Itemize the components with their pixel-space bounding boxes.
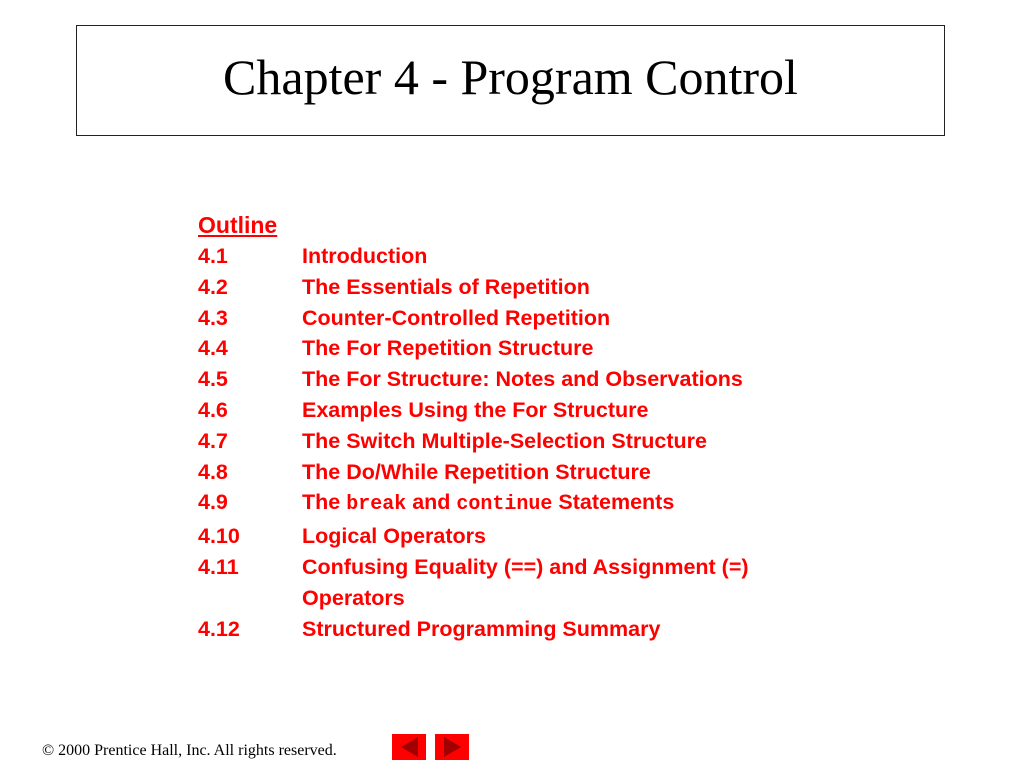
outline-item-text: The Do/While Repetition Structure xyxy=(302,459,651,484)
outline-item-number: 4.7 xyxy=(198,428,228,453)
outline-item-text: Introduction xyxy=(302,244,428,268)
code-keyword-continue: continue xyxy=(456,493,553,517)
next-slide-button[interactable] xyxy=(435,734,469,760)
outline-item-number: 4.12 xyxy=(198,616,240,641)
outline-item-number: 4.11 xyxy=(198,554,239,579)
outline-item-text: The Switch Multiple-Selection Structure xyxy=(302,428,707,453)
outline-item xyxy=(198,333,749,364)
outline-item-number: 4.5 xyxy=(198,367,228,392)
outline-item xyxy=(198,395,749,426)
outline-item-continuation xyxy=(198,583,749,614)
outline-item-number: 4.10 xyxy=(198,524,240,549)
outline-item xyxy=(198,426,749,457)
outline-item-number: 4.2 xyxy=(198,274,228,299)
outline-item-number: 4.3 xyxy=(198,305,228,330)
triangle-left-icon xyxy=(401,737,418,757)
outline-item-number: 4.6 xyxy=(198,397,228,422)
outline-item-number: 4.8 xyxy=(198,459,228,484)
slide-title: Chapter 4 - Program Control xyxy=(223,48,798,105)
text-fragment: Statements xyxy=(552,490,675,515)
outline-item-number: 4.1 xyxy=(198,244,228,268)
text-fragment: The xyxy=(302,490,347,515)
outline-item xyxy=(198,364,749,395)
text-fragment: and xyxy=(406,490,457,515)
outline-item xyxy=(198,457,749,488)
outline-heading: Outline xyxy=(198,212,278,238)
previous-slide-button[interactable] xyxy=(392,734,426,760)
outline-item-number: 4.4 xyxy=(198,336,228,361)
outline-item-text: Operators xyxy=(302,585,405,610)
outline-item xyxy=(198,272,749,303)
outline-item-number-blank xyxy=(198,583,302,614)
outline-item xyxy=(198,614,749,645)
title-box xyxy=(76,25,945,136)
outline-item xyxy=(198,521,749,552)
outline-item-text: The For Repetition Structure xyxy=(302,336,594,361)
outline xyxy=(198,208,749,644)
outline-item-number: 4.9 xyxy=(198,490,228,515)
outline-item-text: Logical Operators xyxy=(302,524,486,549)
outline-item xyxy=(198,241,749,272)
outline-item-text: The For Structure: Notes and Observations xyxy=(302,367,743,392)
outline-item-text: The Essentials of Repetition xyxy=(302,274,590,299)
outline-item-text: Counter-Controlled Repetition xyxy=(302,305,611,330)
outline-item xyxy=(198,552,749,583)
outline-item-text xyxy=(302,487,674,521)
outline-item xyxy=(198,303,749,334)
outline-item-text: Examples Using the For Structure xyxy=(302,397,649,422)
outline-item xyxy=(198,487,749,521)
copyright-footer: © 2000 Prentice Hall, Inc. All rights reserved. xyxy=(42,742,337,759)
triangle-right-icon xyxy=(444,737,461,757)
code-keyword-break: break xyxy=(346,493,407,517)
outline-item-text: Confusing Equality (==) and Assignment (=) xyxy=(302,554,749,579)
outline-item-text: Structured Programming Summary xyxy=(302,616,661,641)
